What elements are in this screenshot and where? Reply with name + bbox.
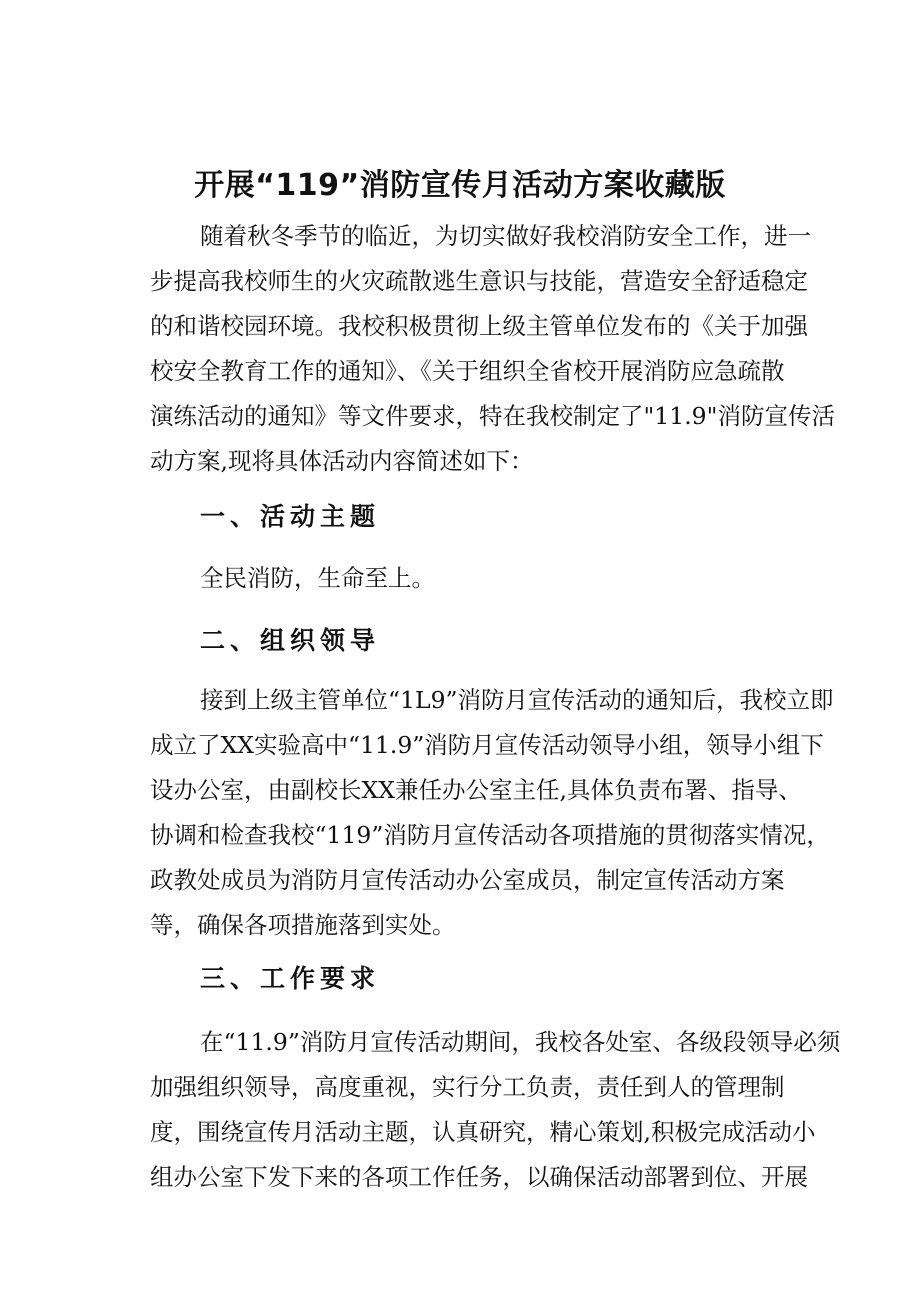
section-requirements-line: 在“11.9”消防月宣传活动期间，我校各处室、各级段领导必须 — [200, 1028, 841, 1056]
section-requirements-line: 组办公室下发下来的各项工作任务，以确保活动部署到位、开展 — [150, 1163, 808, 1191]
section-organization-line: 接到上级主管单位“1L9”消防月宣传活动的通知后，我校立即 — [200, 686, 834, 714]
section-heading-organization: 二、组织领导 — [200, 626, 381, 655]
section-heading-requirements: 三、工作要求 — [200, 964, 381, 993]
section-organization-line: 政教处成员为消防月宣传活动办公室成员，制定宣传活动方案 — [150, 866, 785, 894]
intro-line: 步提高我校师生的火灾疏散逃生意识与技能，营造安全舒适稳定 — [150, 267, 808, 295]
section-organization-line: 等，确保各项措施落到实处。 — [150, 911, 456, 939]
section-organization-line: 协调和检查我校“119”消防月宣传活动各项措施的贯彻落实情况， — [150, 821, 830, 849]
intro-line: 演练活动的通知》等文件要求，特在我校制定了"11.9"消防宣传活 — [150, 402, 835, 430]
section-organization-line: 成立了XX实验高中“11.9”消防月宣传活动领导小组，领导小组下 — [150, 731, 824, 759]
section-requirements-line: 度，围绕宣传月活动主题，认真研究，精心策划,积极完成活动小 — [150, 1118, 816, 1146]
intro-line: 的和谐校园环境。我校积极贯彻上级主管单位发布的《关于加强 — [150, 312, 808, 340]
section-requirements-line: 加强组织领导，高度重视，实行分工负责，责任到人的管理制 — [150, 1073, 785, 1101]
document-title: 开展“119”消防宣传月活动方案收藏版 — [194, 168, 726, 203]
intro-line: 校安全教育工作的通知》、《关于组织全省校开展消防应急疏散 — [150, 357, 785, 385]
section-heading-theme: 一、活动主题 — [200, 502, 381, 531]
section-organization-line: 设办公室，由副校长XX兼任办公室主任,具体负责布署、指导、 — [150, 776, 802, 804]
intro-line: 随着秋冬季节的临近，为切实做好我校消防安全工作，进一 — [200, 222, 811, 250]
section-theme-text: 全民消防，生命至上。 — [200, 564, 435, 592]
intro-line: 动方案,现将具体活动内容简述如下： — [150, 447, 534, 475]
